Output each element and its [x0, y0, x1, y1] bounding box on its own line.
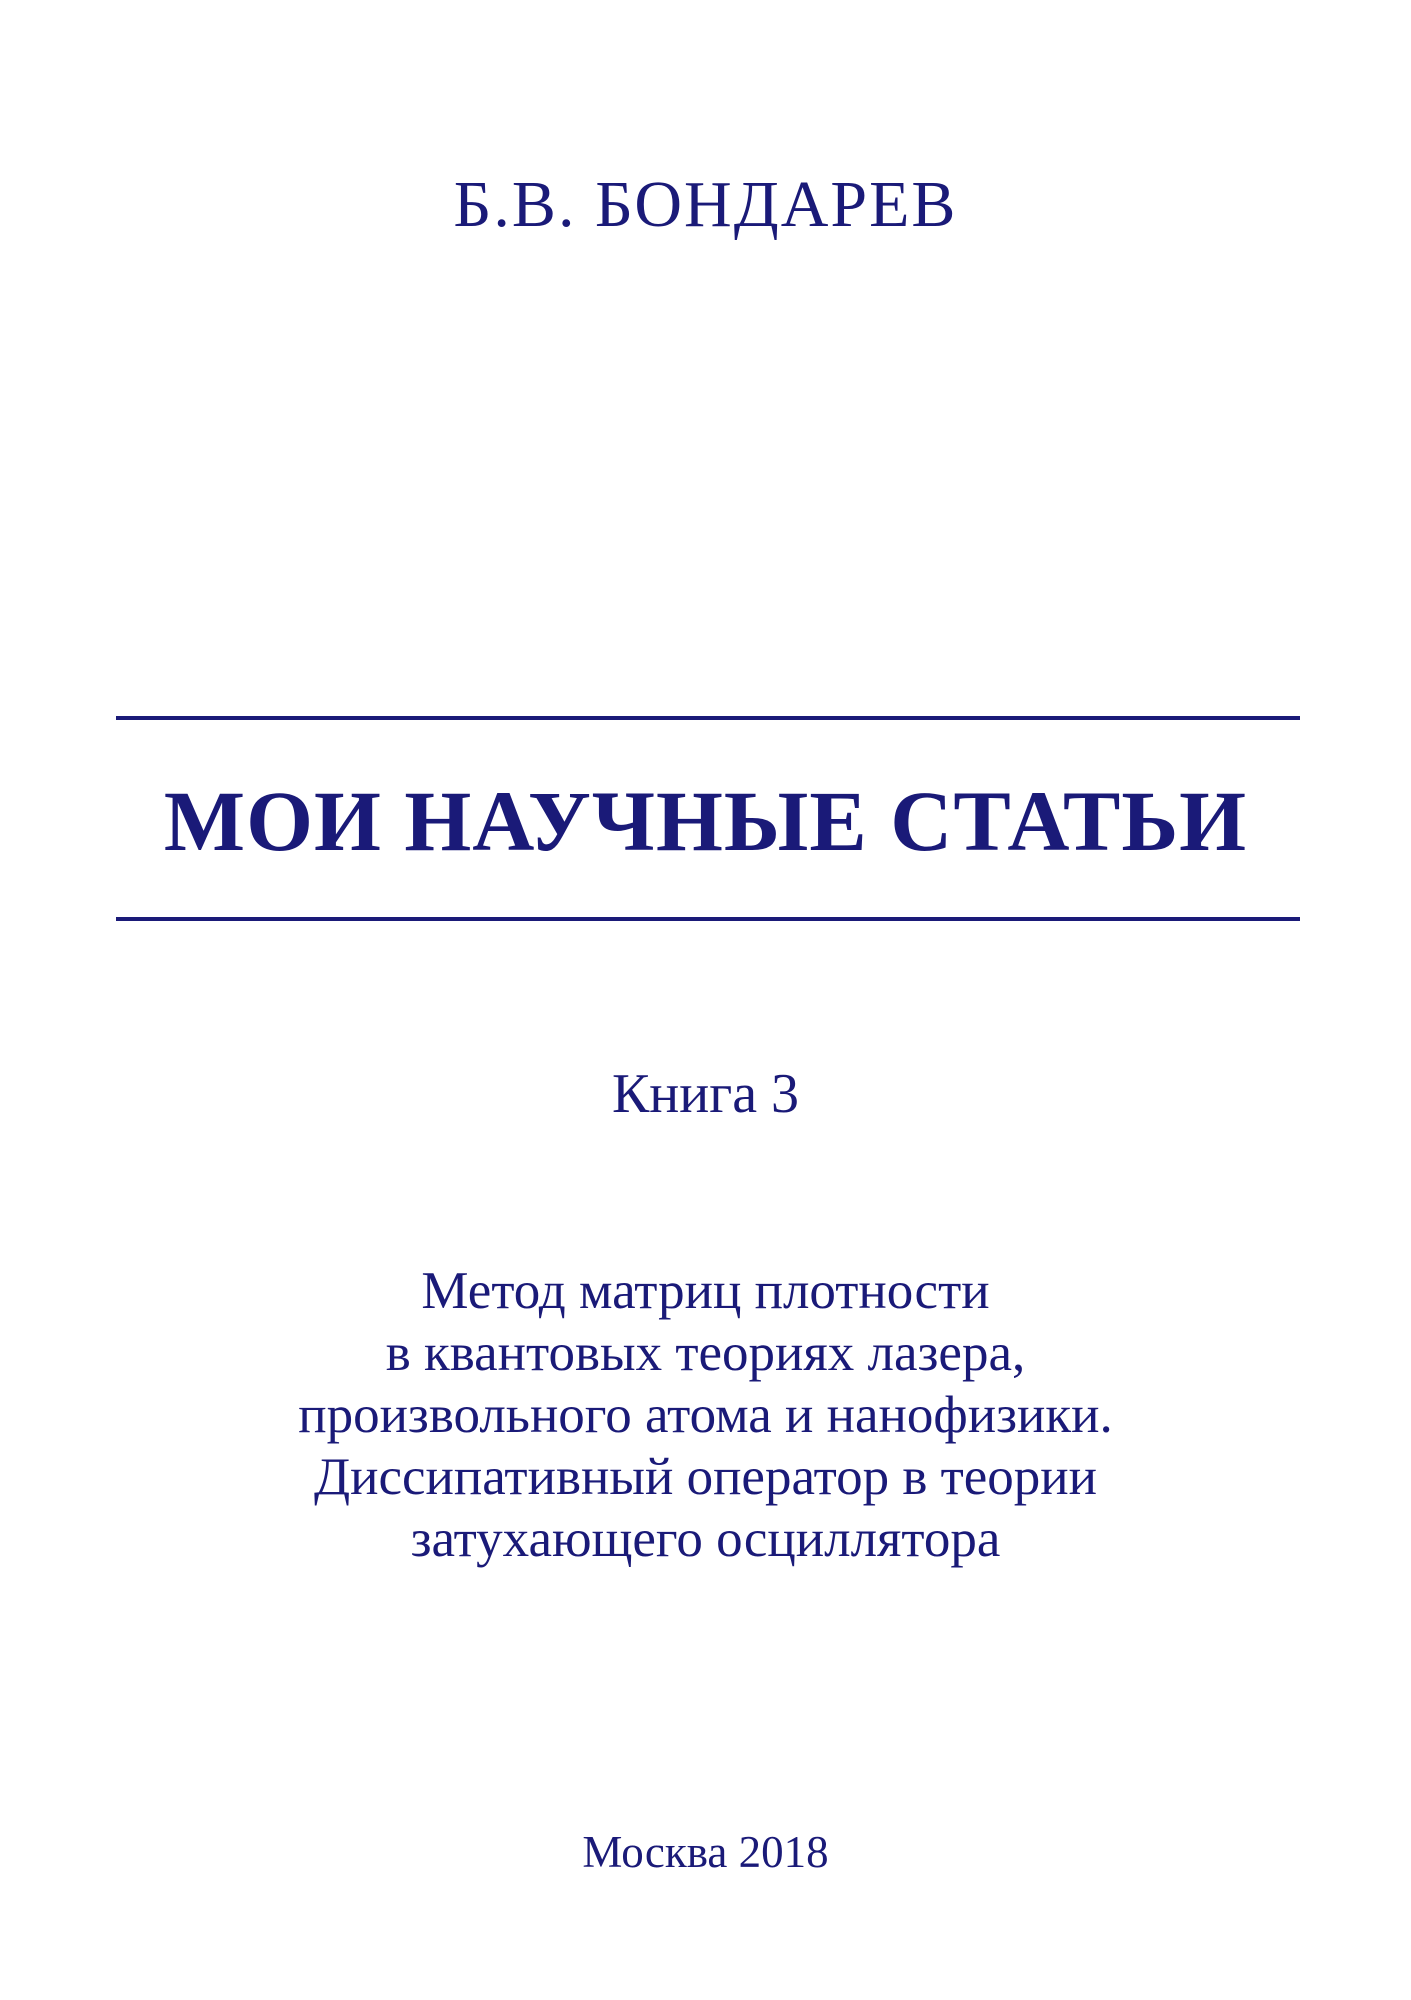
subtitle-line: Диссипативный оператор в теории [313, 1448, 1098, 1506]
title-rule-bottom [116, 917, 1300, 921]
title-rule-top [116, 716, 1300, 720]
subtitle-block [0, 1260, 1411, 1570]
author-name: Б.В. БОНДАРЕВ [453, 168, 958, 241]
publisher-imprint: Москва 2018 [582, 1827, 829, 1877]
subtitle-line: произвольного атома и нанофизики. [298, 1386, 1113, 1444]
subtitle-line: в квантовых теориях лазера, [385, 1324, 1026, 1382]
subtitle-line: Метод матриц плотности [421, 1262, 990, 1320]
volume-number: Книга 3 [611, 1063, 800, 1125]
book-title: МОИ НАУЧНЫЕ СТАТЬИ [163, 773, 1248, 869]
subtitle-line: затухающего осциллятора [410, 1510, 1001, 1568]
